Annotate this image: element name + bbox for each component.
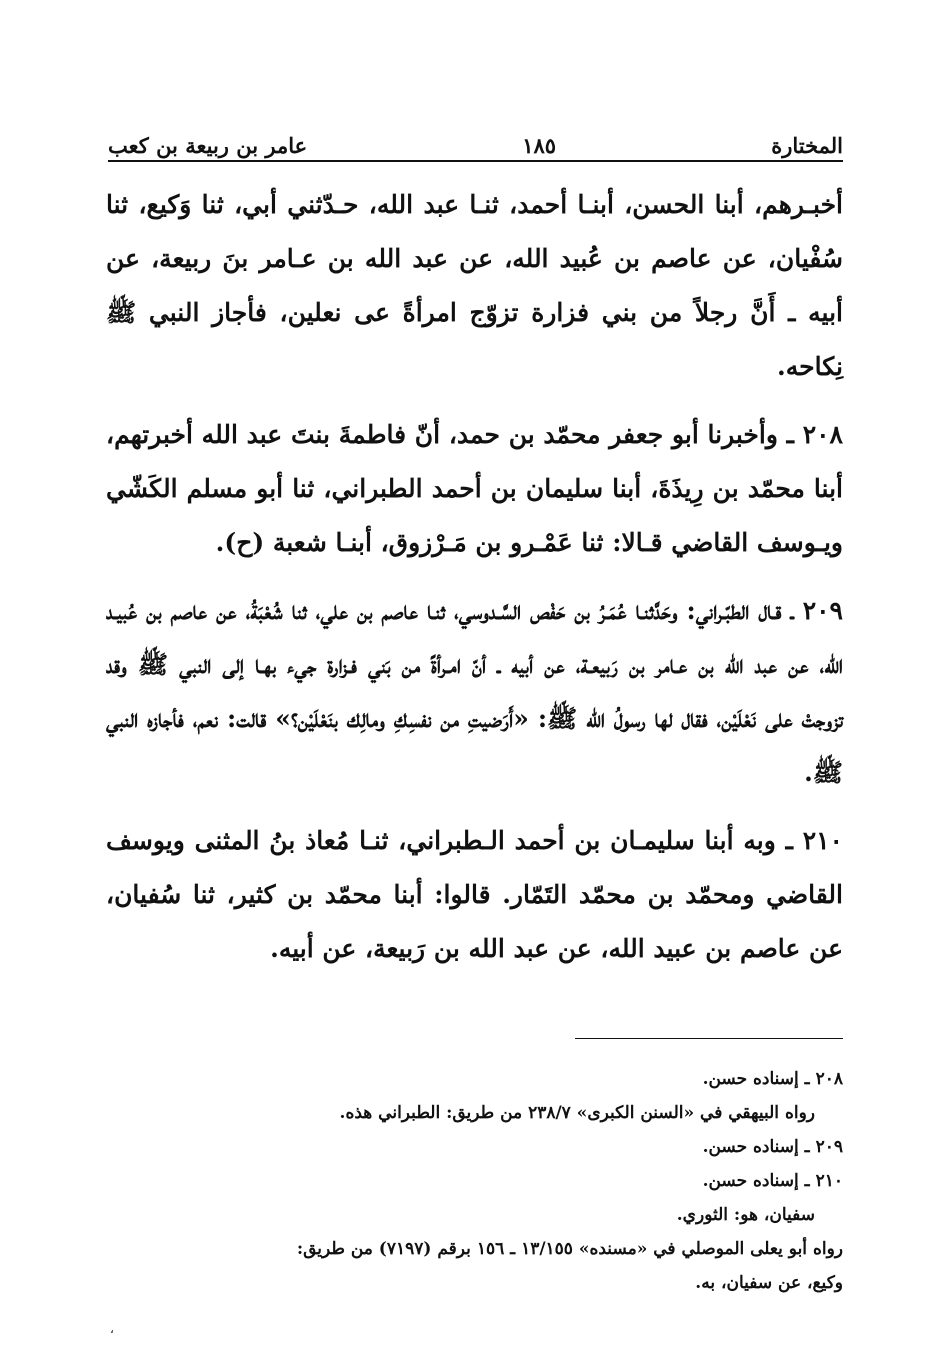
page-number: ١٨٥ <box>522 133 557 158</box>
paragraph-208: ٢٠٨ ـ وأخبرنا أبو جعفر محمّد بن حمد، أنّ فاطمةَ بنتَ عبد الله أخبرتهم، أبنا محمّد بن رِيذَةَ، أبنا سليمان بن أحمد الطبراني، ثنا أبو مسلم الكَشّي ويـوسف القاضي قـالا: ثنا عَمْـرو بن مَـرْزوق، أبنـا شعبة (ح). <box>106 420 843 557</box>
footnote-divider <box>575 1038 843 1039</box>
footnote-line: رواه أبو يعلى الموصلي في «مسنده» ١٣/١٥٥ ـ ١٥٦ برقم (٧١٩٧) من طريق: <box>296 1239 843 1259</box>
footnote-line: وكيع، عن سفيان، به. <box>695 1273 843 1293</box>
footnote-line: ٢٠٩ ـ إسناده حسن. <box>702 1137 843 1157</box>
header-chapter-title: عامر بن ربيعة بن كعب <box>108 133 308 158</box>
header-divider <box>108 160 843 162</box>
paragraph-continuation: أخبـرهم، أبنا الحسن، أبنـا أحمد، ثنـا عبد الله، حـدّثني أبي، ثنا وَكيع، ثنا سُفْيان، عن عاصم بن عُبيد الله، عن عبد الله بن عـامر بنَ ربيعة، عن أبيه ـ أَنَّ رجلاً من بني فزارة تزوّج امرأةً عى نعلين، فأجاز النبي ﷺ نِكاحه. <box>106 190 843 381</box>
paragraph-210: ٢١٠ ـ وبه أبنا سليمـان بن أحمد الـطبراني، ثنـا مُعاذ بنُ المثنى ويوسف القاضي ومحمّد بن محمّد التَمّار. قالوا: أبنا محمّد بن كثير، ثنا سُفيان، عن عاصم بن عبيد الله، عن عبد الله بن رَبيعة، عن أبيه. <box>106 826 843 963</box>
footnote-line: ٢٠٨ ـ إسناده حسن. <box>702 1069 843 1089</box>
paragraph-209: ٢٠٩ ـ قـال الطبّـراني: وحَدَّثنـا عُمَـرُ بن حَفْص السَّـدوسي، ثنـا عاصم بن علي، ثنا شُعْبَةُ، عن عاصم بن عُبيـد الله، عن عبد الله بن عـامر بن رَبيعـة، عن أبيه ـ أنّ امـرأةً من بَني فـزارة جيء بهـا إلى النبي ﷺ وقد تزوجتْ على نَعْلَيْن، فقال لها رسولُ الله ﷺ: «أَرَضيتِ من نفسِكِ ومالِك بنَعْلَيْن؟» قالت: نعم، فأجازه النبي ﷺ. <box>106 596 843 787</box>
header-book-title: المختارة <box>771 133 843 158</box>
stray-mark: ، <box>110 1322 114 1336</box>
running-header <box>108 118 843 158</box>
footnote-line: ٢١٠ ـ إسناده حسن. <box>702 1171 843 1191</box>
footnote-line: سفيان، هو: الثوري. <box>676 1205 815 1225</box>
main-text <box>106 178 843 990</box>
footnotes <box>106 1062 843 1300</box>
footnote-line: رواه البيهقي في «السنن الكبرى» ٢٣٨/٧ من طريق: الطبراني هذه. <box>339 1103 815 1123</box>
